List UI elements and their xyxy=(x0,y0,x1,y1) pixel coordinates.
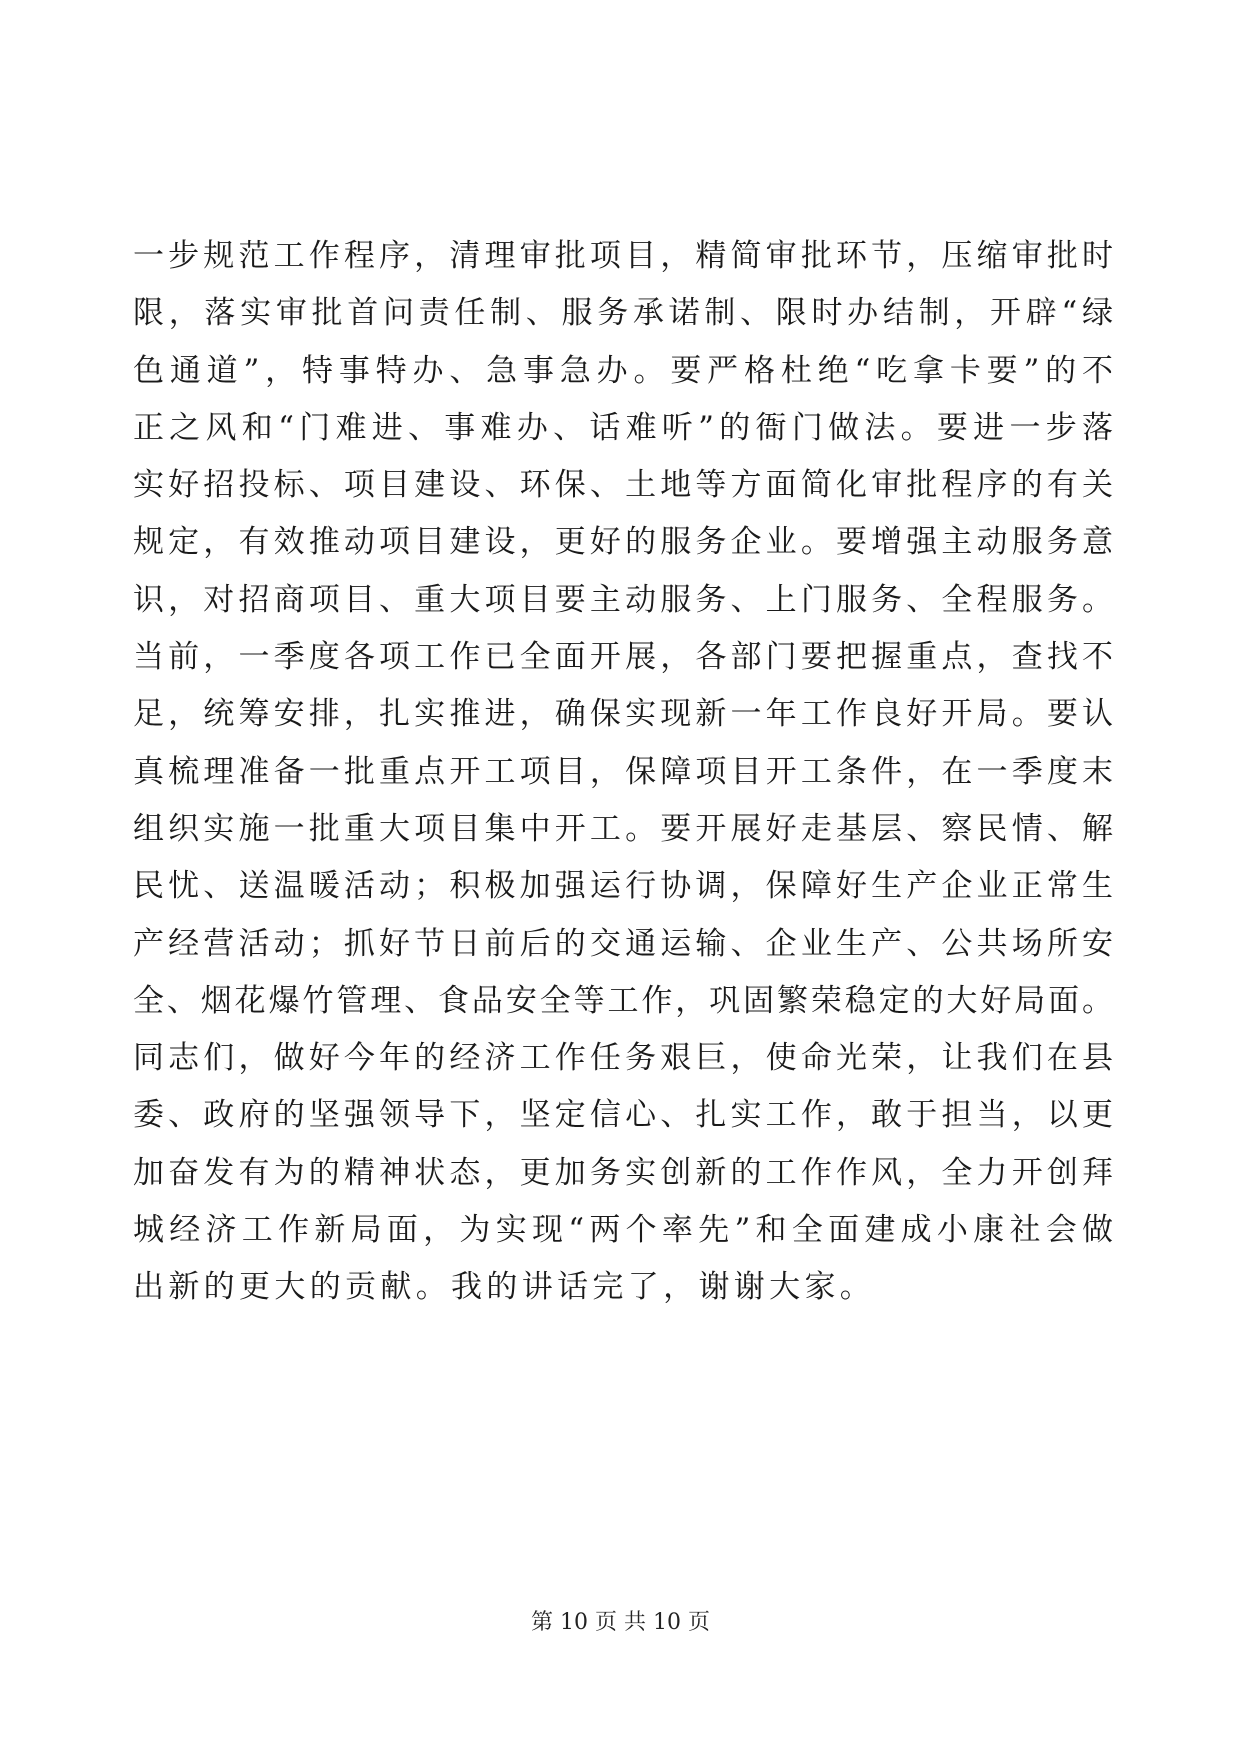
text-line: 一步规范工作程序，清理审批项目，精简审批环节，压缩审批时 xyxy=(133,238,1113,274)
text-line: 出新的更大的贡献。我的讲话完了，谢谢大家。 xyxy=(133,1269,876,1306)
page-footer xyxy=(0,1608,1241,1638)
text-line: 委、政府的坚强领导下，坚定信心、扎实工作，敢于担当，以更 xyxy=(133,1097,1113,1134)
text-line: 正之风和“门难进、事难办、话难听”的衙门做法。要进一步落 xyxy=(133,409,1113,446)
text-line: 产经营活动；抓好节日前后的交通运输、企业生产、公共场所安 xyxy=(133,925,1113,962)
text-line: 同志们，做好今年的经济工作任务艰巨，使命光荣，让我们在县 xyxy=(133,1040,1113,1077)
text-line: 限，落实审批首问责任制、服务承诺制、限时办结制，开辟“绿 xyxy=(133,295,1113,332)
text-line: 实好招投标、项目建设、环保、土地等方面简化审批程序的有关 xyxy=(133,467,1113,504)
text-line: 民忧、送温暖活动；积极加强运行协调，保障好生产企业正常生 xyxy=(133,868,1113,905)
text-line: 真梳理准备一批重点开工项目，保障项目开工条件，在一季度末 xyxy=(133,753,1113,790)
text-line: 足，统筹安排，扎实推进，确保实现新一年工作良好开局。要认 xyxy=(133,696,1113,733)
text-line: 规定，有效推动项目建设，更好的服务企业。要增强主动服务意 xyxy=(133,524,1113,561)
body-text xyxy=(133,228,1113,1317)
text-line: 加奋发有为的精神状态，更加务实创新的工作作风，全力开创拜 xyxy=(133,1154,1113,1191)
text-line: 城经济工作新局面，为实现“两个率先”和全面建成小康社会做 xyxy=(133,1212,1113,1249)
page-number-label: 第 10 页 共 10 页 xyxy=(531,1610,710,1635)
text-line: 组织实施一批重大项目集中开工。要开展好走基层、察民情、解 xyxy=(133,810,1113,847)
text-line: 识，对招商项目、重大项目要主动服务、上门服务、全程服务。 xyxy=(133,581,1113,618)
text-line: 色通道”，特事特办、急事急办。要严格杜绝“吃拿卡要”的不 xyxy=(133,352,1113,389)
text-line: 全、烟花爆竹管理、食品安全等工作，巩固繁荣稳定的大好局面。 xyxy=(133,982,1113,1019)
text-line: 当前，一季度各项工作已全面开展，各部门要把握重点，查找不 xyxy=(133,639,1113,676)
